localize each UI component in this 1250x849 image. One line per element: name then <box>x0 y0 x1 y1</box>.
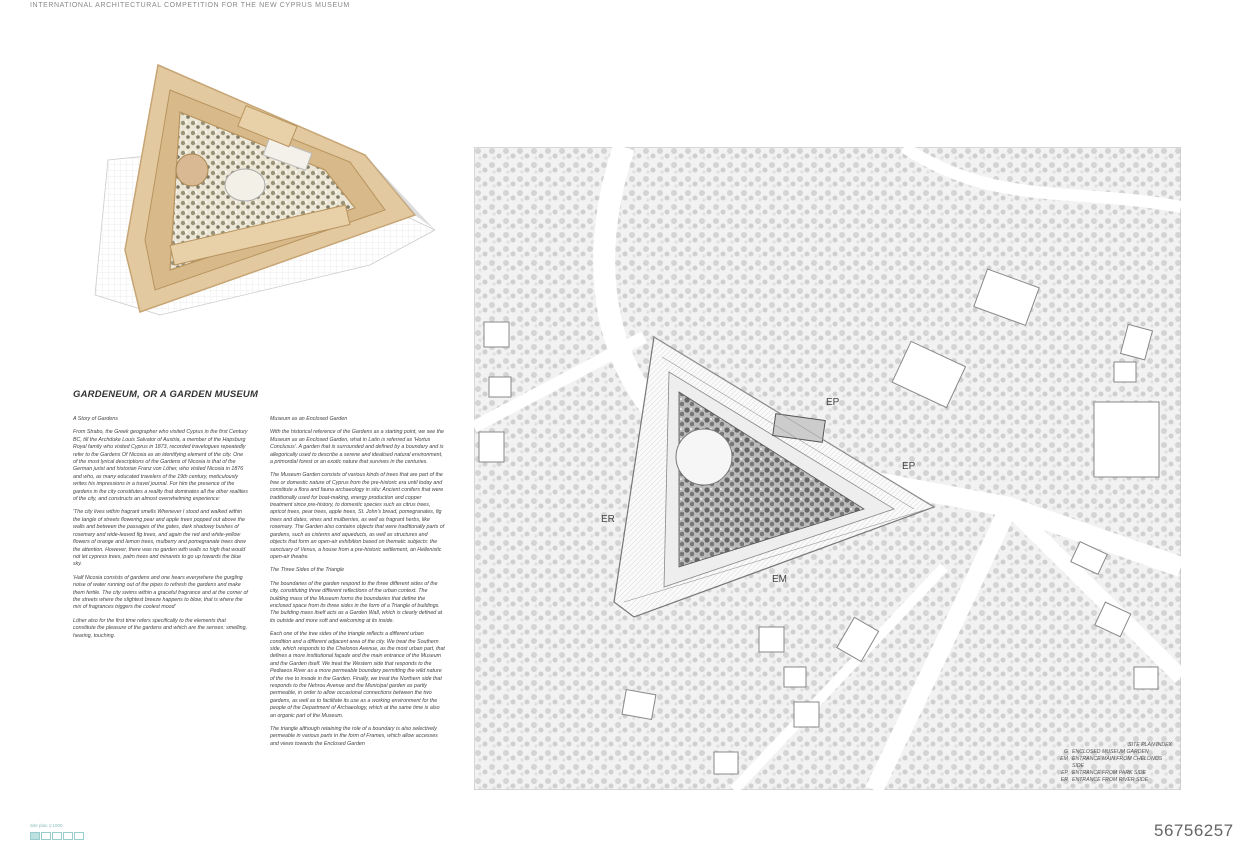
main-title: GARDENEUM, OR A GARDEN MUSEUM <box>73 389 259 400</box>
index-row: EM ENTRANCE MAIN FROM CHELONOS SIDE <box>1060 756 1163 769</box>
paragraph: The triangle although retaining the role of a boundary is also selectively permeable in various parts in the form of Frames, which allow accesses and views towards the Enclosed Garden <box>270 726 438 747</box>
paragraph: The Museum Garden consists of various kinds of trees that are part of the free or domestic nature of Cyprus from the pre-historic era until today and constitute a flora and fauna archaeology in situ: Ancient conifers that were traditionally used for boat-making, energy production and copper treatment since pre-history, to domestic species such as citrus trees, apricot trees, pear trees, apple trees, St. John's bread, pomegranates, fig trees and dates, vines and mulberries, as well as fragrant herbs, like rosemary. The Garden also contains objects that were traditionally parts of gardens, such as cisterns and aqueducts, as well as structures and objects that form an open-air exhibition based on thematic subjects: the sanctuary of Venus, a house from a pre-historic settlement, an Hellenistic open-air theatre. <box>270 472 445 560</box>
scale-segment <box>63 832 73 840</box>
subtitle-three-sides: The Three Sides of the Triangle <box>270 567 345 574</box>
watermark-id: 56756257 <box>1154 821 1234 840</box>
text-column-left <box>73 416 248 646</box>
scale-segment <box>52 832 62 840</box>
index-row: EP ENTRANCE FROM PARK SIDE <box>1061 770 1146 776</box>
model-photo <box>30 50 460 350</box>
label-ep-right: EP <box>902 461 916 472</box>
paragraph: The boundaries of the garden respond to the three different sides of the city, constituting three different reflections of the urban context. The building mass of the Museum forms the boundaries that define the enclosed space from its three sides in the form of a Triangle of buildings. The building mass itself acts as a Garden Wall, which is clearly defined at its outside and more soft and welcoming at its inside. <box>270 580 443 624</box>
scale-segment <box>41 832 51 840</box>
paragraph: 'Half Nicosia consists of gardens and one hears everywhere the gurgling noise of water running out of the pipes to refresh the gardens and make them fertile. The city swims within a graceful fragrance and at the corner of the streets where the slightest breeze happens to blow, that is where the mix of fragrances triggers the coolest mood' <box>73 574 248 611</box>
paragraph: With the historical reference of the Gardens as a starting point, we see the Museum as an Enclosed Garden, what in Latin is referred as 'Hortus Conclusus'. A garden that is surrounded and defined by a boundary and is allegorically used to describe a serene and idealised natural environment, a primordial forest or an exotic nature that survives in the centuries. <box>270 429 444 466</box>
index-row: ER ENTRANCE FROM RIVER SIDE <box>1060 777 1149 783</box>
paragraph: Each one of the tree sides of the triangle reflects a different urban condition and a different adjacent area of the city. We treat the Southern side, which responds to the Chelonos Avenue, as the most urban part, that defines a more institutional façade and the main entrance of the Museum and the Garden itself. We treat the Western side that responds to the Pediaeos River as a more permeable boundary permitting the wild nature of the rive to invade in the Garden. Finally, we treat the Northern side that responds to the Nehrou Avenue and the Municipal garden as partly permeable, in order to allow occasional connections between the two gardens, as well as to facilitate its use as a working environment for the people of the Department of Archaeology, which at the same time is also an organic part of the Museum. <box>270 631 445 719</box>
label-ep-top: EP <box>826 397 840 408</box>
label-er: ER <box>601 514 615 525</box>
subtitle-enclosed-garden: Museum as an Enclosed Garden <box>270 416 348 422</box>
scale-segment <box>74 832 84 840</box>
paragraph: Löher also for the first time refers specifically to the elements that constitute the pleasure of the gardens and which are the senses: smelling, hearing, touching. <box>73 617 248 639</box>
paragraph: 'The city lives within fragrant smells Whenever I stood and walked within the tangle of streets flowering pear and apple trees popped out above the walls and between the passages of the gates, dark shadowy bushes of rosemary and wide-leaved fig trees, and again the red and white-yellow flowers of orange and lemon trees, mulberry and pomegranate trees drew the attention. However, there was no garden with walls so high that would not let cypress trees, palm trees and minarets to go up towards the blue sky. <box>73 509 246 568</box>
index-title: SITE PLAN INDEX <box>1128 742 1172 748</box>
scale-segment <box>30 832 40 840</box>
site-plan <box>474 147 1181 790</box>
scale-label: Site plan 1:1000 <box>30 823 63 828</box>
text-column-right <box>270 416 445 754</box>
site-plan-index <box>1050 742 1172 784</box>
index-row: G ENCLOSED MUSEUM GARDEN <box>1063 749 1149 755</box>
subtitle-story: A Story of Gardens <box>73 416 118 422</box>
scale-bar <box>30 832 85 840</box>
label-em: EM <box>772 574 787 585</box>
paragraph: From Strabo, the Greek geographer who visited Cyprus in the first Century BC, till the Archduke Louis Salvator of Austria, a member of the Hapsburg Royal family who visited Cyprus in 1873, recorded travelogues repeatedly refer to the Gardens Of Nicosia as an identifying element of the city. One of the most lyrical descriptions of the Gardens of Nicosia is that of the German jurist and historian Franz von Löher, who visited Nicosia in 1876 and who, as many educated travelers of the 19th century, meticulously writes his impressions in a travel journal. For him the presence of the gardens in the city constitutes a reality that dominates all the other realities of the city, and constructs an almost overwhelming experience: <box>73 429 248 503</box>
page-header: INTERNATIONAL ARCHITECTURAL COMPETITION FOR THE NEW CYPRUS MUSEUM <box>30 2 350 9</box>
